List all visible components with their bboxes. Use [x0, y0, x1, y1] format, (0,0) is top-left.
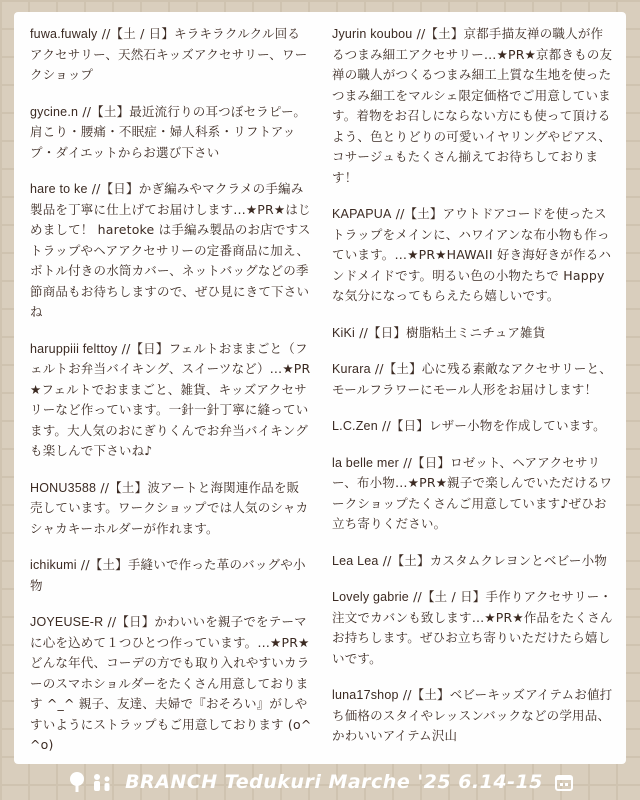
vendor-name: fuwa.fuwaly — [30, 27, 98, 41]
vendor-entry — [332, 359, 614, 400]
vendor-name: haruppiii felttoy — [30, 341, 118, 356]
right-column — [332, 24, 614, 763]
vendor-entry — [332, 24, 614, 188]
vendor-entry — [332, 587, 614, 669]
vendor-description: //【土 / 日】手作りアクセサリー・注文でカバンも致します…★PR★作品をたくさんお持ちします。ぜひお立ち寄りいただけたら嬉しいです。 — [332, 589, 613, 666]
vendor-description: //【日】フェルトおままごと（フェルトお弁当バイキング、スイーツなど）…★PR★フェルトでおままごと、雑貨、キッズアクセサリーなど作っています。一針一針丁寧に縫っています。大人気のおにぎりくんでお弁当バイキングも楽しんで下さいね♪ — [30, 340, 311, 458]
vendor-entry — [332, 323, 614, 344]
vendor-entry — [30, 339, 312, 462]
vendor-name: ichikumi — [30, 558, 77, 572]
vendor-description: //【土】最近流行りの耳つぼセラピー。肩こり・腰痛・不眠症・婦人科系・リフトアップ・ダイエットからお選び下さい — [30, 103, 307, 160]
vendor-description: //【土】手縫いで作った革のバッグや小物 — [30, 557, 306, 593]
vendor-entry — [332, 551, 614, 572]
vendor-name: L.C.Zen — [332, 419, 378, 433]
tree-icon — [67, 771, 87, 793]
vendor-description: //【土】波アートと海関連作品を販売しています。ワークショップでは人気のシャカシャカキーホルダーが作れます。 — [30, 479, 309, 536]
vendor-entry — [30, 612, 312, 756]
vendor-name: KAPAPUA — [332, 207, 392, 221]
vendor-entry — [30, 555, 312, 596]
vendor-entry — [332, 204, 614, 307]
event-title: BRANCH Tedukuri Marche '25 6.14-15 — [125, 771, 543, 793]
vendor-entry — [332, 416, 614, 437]
vendor-name: luna17shop — [332, 688, 399, 702]
left-column — [30, 24, 312, 772]
vendor-description: //【土】カスタムクレヨンとベビー小物 — [378, 552, 607, 568]
vendor-name: la belle mer — [332, 455, 400, 470]
vendor-name: JOYEUSE-R — [30, 615, 104, 629]
vendor-description: //【土】心に残る素敵なアクセサリーと、モールフラワーにモール人形をお届けします！ — [332, 361, 612, 397]
vendor-name: gycine.n — [30, 104, 79, 119]
vendor-description: //【日】ロゼット、ヘアアクセサリー、布小物…★PR★親子で楽しんでいただけるワークショップたくさんご用意しています♪ぜひお立ち寄りください。 — [332, 454, 613, 531]
vendor-description: //【日】かぎ編みやマクラメの手編み製品を丁寧に仕上げてお届けします…★PR★はじめまして！ haretoke は手編み製品のお店ですストラップやヘアアクセサリーの定番商品に加え、ボトル付きの水筒カバー、ネットバッグなどの季節商品もお待ちしますので、ぜひ見にきて下さいね — [30, 181, 311, 319]
vendor-name: HONU3588 — [30, 480, 97, 495]
vendor-list-panel — [14, 12, 626, 764]
vendor-entry — [332, 453, 614, 535]
vendor-entry — [30, 24, 312, 86]
branch-logo — [67, 771, 113, 793]
vendor-description: //【日】レザー小物を作成しています。 — [377, 418, 606, 433]
calendar-icon — [555, 773, 573, 791]
vendor-name: Jyurin koubou — [332, 27, 413, 41]
vendor-description: //【土】ベビーキッズアイテムお値打ち価格のスタイやレッスンバックなどの学用品、かわいいアイテム沢山 — [332, 687, 613, 743]
vendor-entry — [30, 102, 312, 164]
vendor-name: Lea Lea — [332, 553, 379, 568]
vendor-description: //【日】樹脂粘土ミニチュア雑貨 — [355, 324, 546, 340]
people-icon — [91, 773, 113, 793]
vendor-entry — [30, 478, 312, 540]
event-footer — [0, 764, 640, 800]
vendor-description: //【土 / 日】キラキラクルクル回るアクセサリー、天然石キッズアクセサリー、ワークショップ — [30, 26, 308, 82]
vendor-name: Lovely gabrie — [332, 590, 409, 604]
vendor-description: //【土】アウトドアコードを使ったストラップをメインに、ハワイアンな布小物も作っています。…★PR★HAWAII 好き海好きが作るハンドメイドです。明るい色の小物たちで Happy な気分になってもらえたら嬉しいです。 — [332, 206, 612, 303]
vendor-entry — [30, 179, 312, 323]
vendor-description: //【土】京都手描友禅の職人が作るつまみ細工アクセサリー…★PR★京都きもの友禅の職人がつくるつまみ細工上質な生地を使ったつまみ細工をマルシェ限定価格でご用意しています。着物をお召しにならない方にも使って頂けるよう、色とりどりの可愛いイヤリングやピアス、コサージュもたくさん揃えてお待ちしております！ — [332, 26, 613, 185]
vendor-description: //【日】かわいいを親子でをテーマに心を込めて１つひとつ作っています。…★PR★どんな年代、コーデの方でも取り入れやすいカラーのスマホショルダーをたくさん用意しております ^_^ 親子、友達、夫婦で『おそろい』がしやすいようにストラップもご用意しております (o^^o) — [30, 614, 312, 752]
vendor-name: hare to ke — [30, 182, 88, 196]
vendor-entry — [332, 685, 614, 747]
vendor-name: Kurara — [332, 362, 371, 376]
vendor-name: KiKi — [332, 325, 356, 340]
